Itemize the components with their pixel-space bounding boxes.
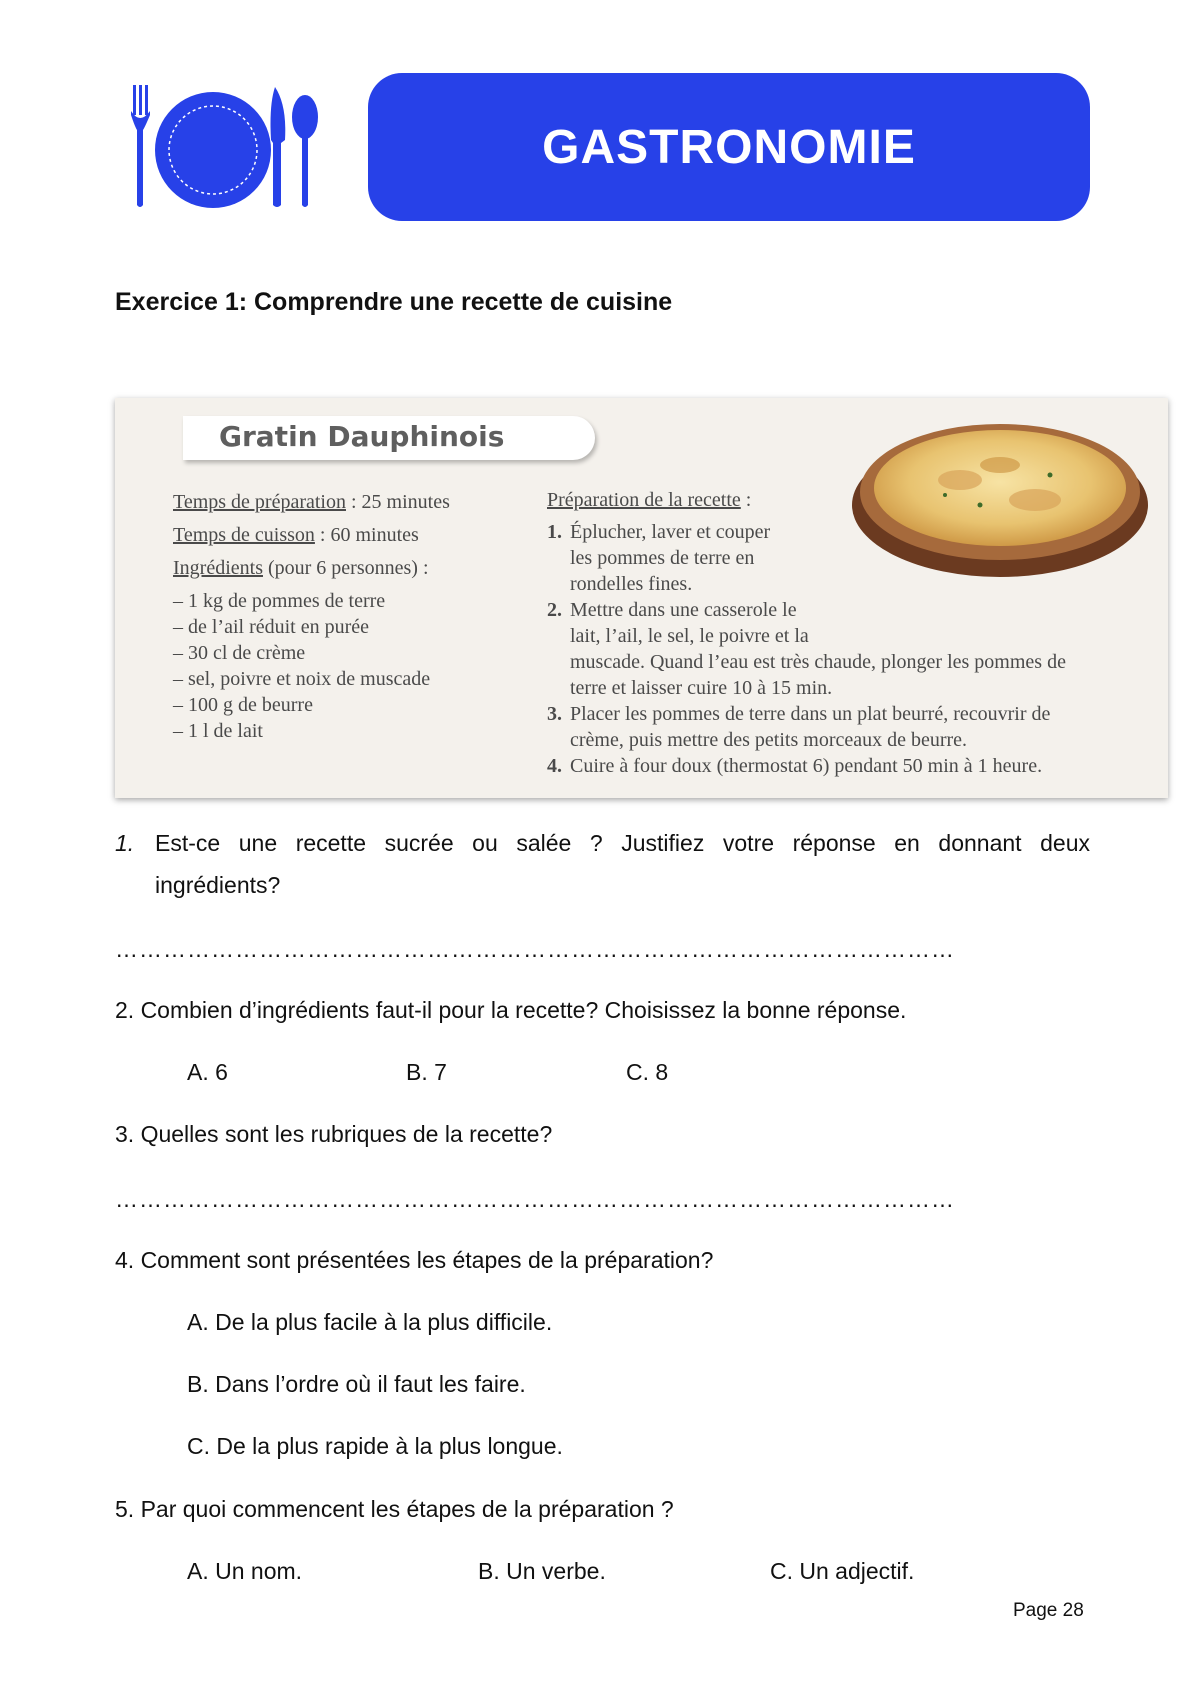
step-line: lait, l’ail, le sel, le poivre et la xyxy=(570,625,809,647)
prep-time-label: Temps de préparation xyxy=(173,491,346,513)
option-c[interactable]: C. 8 xyxy=(626,1059,669,1085)
recipe-title: Gratin Dauphinois xyxy=(219,420,505,453)
option-b[interactable]: B. Dans l’ordre où il faut les faire. xyxy=(187,1371,526,1397)
answer-line[interactable]: …………………………………………………………………………………………… xyxy=(115,1186,955,1212)
ingredient-item: – de l’ail réduit en purée xyxy=(173,616,370,638)
option-b[interactable]: B. 7 xyxy=(406,1059,447,1085)
gratin-dish-image xyxy=(850,410,1150,580)
prep-time-value: : 25 minutes xyxy=(345,491,450,513)
ingredients-suffix: (pour 6 personnes) : xyxy=(262,557,429,579)
step-line: Mettre dans une casserole le xyxy=(570,599,797,621)
ingredients-label: Ingrédients xyxy=(173,557,263,579)
step-number: 3. xyxy=(547,703,562,725)
question-4-text: 4. Comment sont présentées les étapes de la préparation? xyxy=(115,1247,714,1273)
question-2-text: 2. Combien d’ingrédients faut-il pour la recette? Choisissez la bonne réponse. xyxy=(115,997,907,1023)
option-c[interactable]: C. Un adjectif. xyxy=(770,1558,915,1584)
option-c[interactable]: C. De la plus rapide à la plus longue. xyxy=(187,1433,563,1459)
ingredient-item: – 1 l de lait xyxy=(173,720,263,742)
cook-time-value: : 60 minutes xyxy=(314,524,419,546)
step-line: les pommes de terre en xyxy=(570,547,755,569)
step-line: Cuire à four doux (thermostat 6) pendant 50 min à 1 heure. xyxy=(570,755,1043,777)
question-1-text: Est-ce une recette sucrée ou salée ? Justifiez votre réponse en donnant deux xyxy=(155,830,1090,856)
recipe-card xyxy=(115,398,1168,798)
step-line: Placer les pommes de terre dans un plat beurré, recouvrir de xyxy=(570,703,1051,725)
prep-time xyxy=(173,492,450,512)
ingredient-item: – 30 cl de crème xyxy=(173,642,306,664)
ingredients-heading xyxy=(173,558,429,578)
question-1-number: 1. xyxy=(115,830,135,856)
step-line: crème, puis mettre des petits morceaux de beurre. xyxy=(570,729,968,751)
plate-cutlery-icon xyxy=(125,85,320,210)
option-b[interactable]: B. Un verbe. xyxy=(478,1558,606,1584)
step-line: terre et laisser cuire 10 à 15 min. xyxy=(570,677,833,699)
option-a[interactable]: A. Un nom. xyxy=(187,1558,303,1584)
step-number: 1. xyxy=(547,521,562,543)
banner-title: GASTRONOMIE xyxy=(542,120,916,174)
preparation-label: Préparation de la recette xyxy=(547,489,741,511)
exercise-title: Exercice 1: Comprendre une recette de cuisine xyxy=(115,288,673,316)
ingredient-item: – sel, poivre et noix de muscade xyxy=(173,668,431,690)
answer-line[interactable]: …………………………………………………………………………………………… xyxy=(115,936,955,962)
step-number: 2. xyxy=(547,599,562,621)
ingredient-item: – 100 g de beurre xyxy=(173,694,313,716)
step-line: muscade. Quand l’eau est très chaude, plonger les pommes de xyxy=(570,651,1066,673)
preparation-colon: : xyxy=(740,489,752,511)
ingredient-item: – 1 kg de pommes de terre xyxy=(173,590,386,612)
step-line: rondelles fines. xyxy=(570,573,693,595)
cook-time-label: Temps de cuisson xyxy=(173,524,315,546)
option-a[interactable]: A. 6 xyxy=(187,1059,228,1085)
option-a[interactable]: A. De la plus facile à la plus difficile. xyxy=(187,1309,553,1335)
step-number: 4. xyxy=(547,755,562,777)
question-3-text: 3. Quelles sont les rubriques de la recette? xyxy=(115,1121,553,1147)
question-5-text: 5. Par quoi commencent les étapes de la préparation ? xyxy=(115,1496,674,1522)
page-number: Page 28 xyxy=(1013,1600,1084,1621)
title-banner xyxy=(368,73,1090,221)
cook-time xyxy=(173,525,419,545)
question-1-text-cont: ingrédients? xyxy=(155,872,281,898)
preparation-heading xyxy=(547,490,751,510)
step-line: Éplucher, laver et couper xyxy=(570,521,771,543)
